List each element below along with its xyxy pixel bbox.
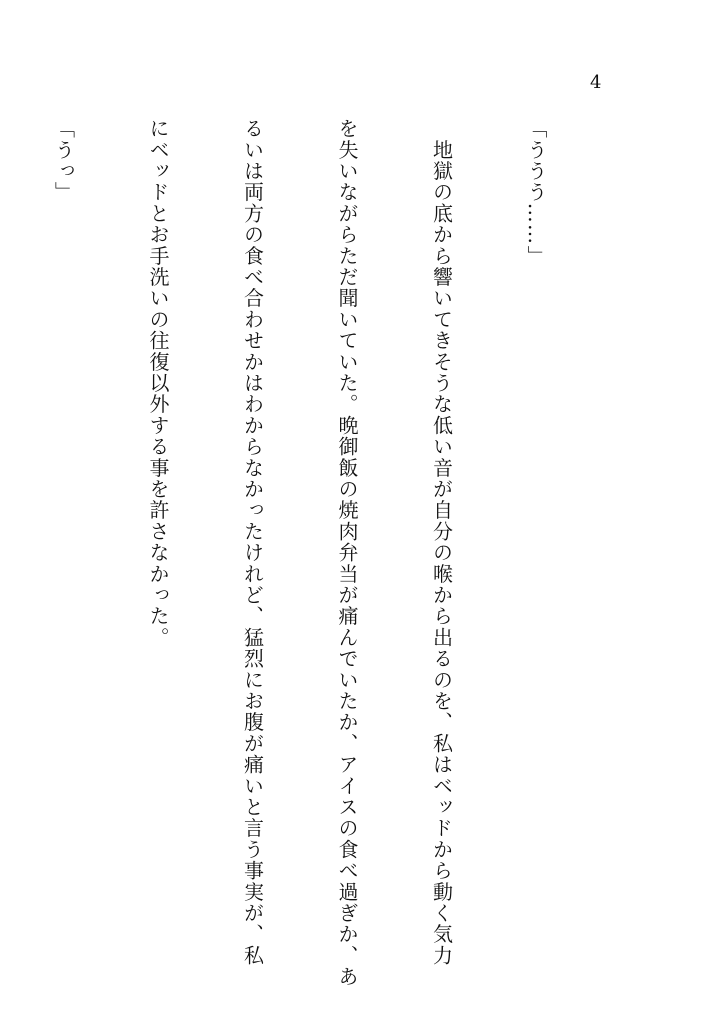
novel-text xyxy=(0,118,614,988)
text-line: 「うっ」 xyxy=(51,118,76,203)
text-line: を失いながらただ聞いていた。晩御飯の焼肉弁当が痛んでいたか、アイスの食べ過ぎか、あ xyxy=(335,118,359,988)
text-line: にベッドとお手洗いの往復以外する事を許さなかった。 xyxy=(146,118,170,648)
text-line: 「ううう……」 xyxy=(524,118,548,267)
text-line: 地獄の底から響いてきそうな低い音が自分の喉から出るのを、私はベッドから動く気力 xyxy=(429,118,454,966)
page-number: 4 xyxy=(590,72,602,93)
text-line: るいは両方の食べ合わせかはわからなかったけれど、猛烈にお腹が痛いと言う事実が、私 xyxy=(240,118,265,967)
